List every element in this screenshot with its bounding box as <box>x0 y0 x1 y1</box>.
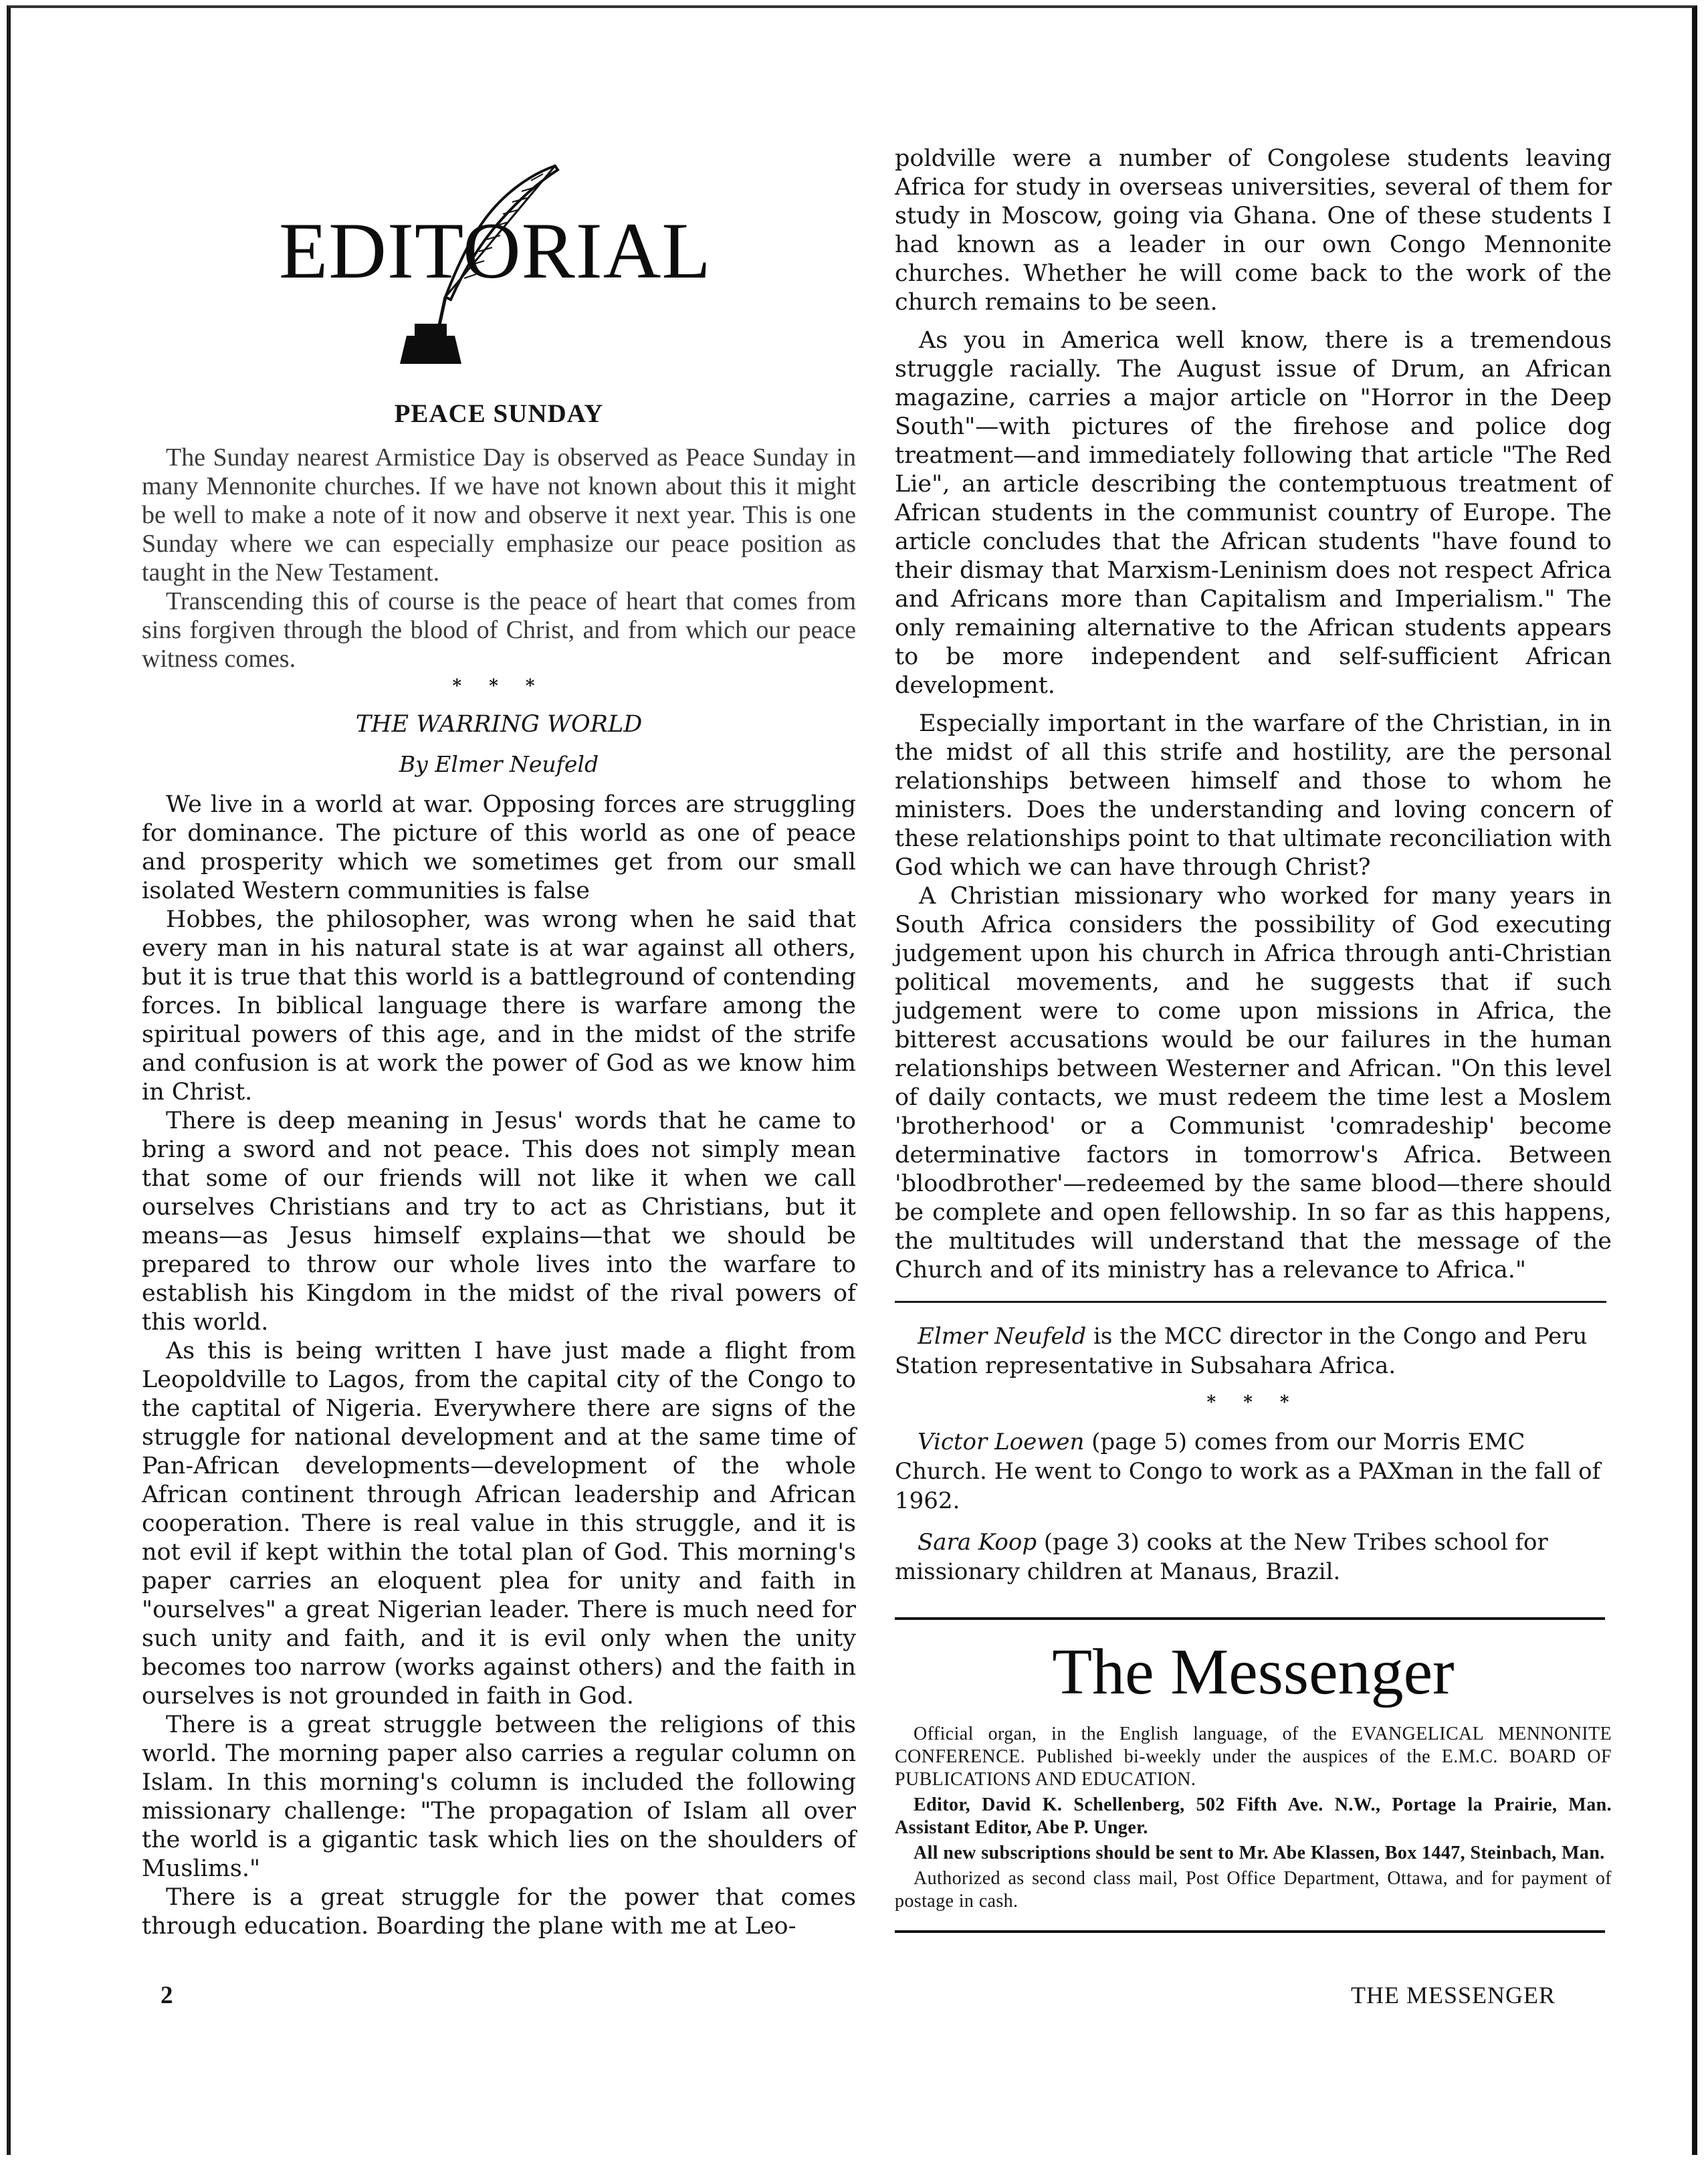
article-paragraph: There is a great struggle for the power that comes through education. Boarding the plane with me at Leo- <box>142 1884 856 1940</box>
masthead-title: The Messenger <box>1052 1636 1455 1708</box>
masthead-line: Editor, David K. Schellenberg, 502 Fifth Ave. N.W., Portage la Prairie, Man. Assistant Editor, Abe P. Unger. <box>895 1794 1612 1838</box>
article-paragraph: poldville were a number of Congolese students leaving Africa for study in overseas universities, several of them for study in Moscow, going via Ghana. One of these students I had known as a leader in our own Congo Mennonite churches. Whether he will come back to the work of the church remains to be seen. <box>895 145 1612 316</box>
contributor-note-neufeld <box>895 1322 1612 1380</box>
masthead-line: Authorized as second class mail, Post Office Department, Ottawa, and for payment of postage in cash. <box>895 1868 1612 1912</box>
contributor-note-koop <box>895 1528 1612 1586</box>
editorial-header <box>142 147 856 408</box>
article-paragraph: We live in a world at war. Opposing forces are struggling for dominance. The picture of this world as one of peace and prosperity which we sometimes get from our small isolated Western communities is false <box>142 791 856 904</box>
article-paragraph: As this is being written I have just made a flight from Leopoldville to Lagos, from the capital city of the Congo to the captital of Nigeria. Everywhere there are signs of the struggle for national development and at the same time of Pan-African developments—development of the whole African continent through African leadership and African cooperation. There is real value in this struggle, and it is not evil if kept within the total plan of God. This morning's paper carries an eloquent plea for unity and faith in "ourselves" a great Nigerian leader. There is much need for such unity and faith, and it is evil only when the unity becomes too narrow (works against others) and the faith in ourselves is not grounded in faith in God. <box>142 1338 856 1710</box>
contributor-text: is the MCC director in the Congo and Peru Station representative in Subsahara Africa. <box>895 1323 1588 1379</box>
article-paragraph: There is a great struggle between the religions of this world. The morning paper also carries a regular column on Islam. In this morning's column is included the following missionary challenge: "The propagation of Islam all over the world is a gigantic task which lies on the shoulders of Muslims." <box>142 1712 856 1882</box>
article-paragraph: Especially important in the warfare of the Christian, in in the midst of all this strife and hostility, are the personal relationships between himself and those to whom he ministers. Does the understanding and loving concern of these relationships point to that ultimate reconciliation with God which we can have through Christ? <box>895 710 1612 881</box>
right-column <box>895 144 1612 1933</box>
section-separator: * * * <box>452 676 546 696</box>
section-separator: * * * <box>1206 1393 1300 1413</box>
masthead-top-rule <box>895 1617 1605 1620</box>
contributor-text: (page 5) comes from our Morris EMC Church. He went to Congo to work as a PAXman in the fall of 1962. <box>895 1429 1601 1514</box>
warring-world-byline: By Elmer Neufeld <box>399 751 599 777</box>
footer-publication-title: THE MESSENGER <box>1351 1982 1556 2008</box>
left-column <box>142 147 856 1941</box>
peace-sunday-paragraph: The Sunday nearest Armistice Day is observed as Peace Sunday in many Mennonite churches. If we have not known about this it might be well to make a note of it now and observe it next year. This is one Sunday where we can especially emphasize our peace position as taught in the New Testament. <box>142 443 856 587</box>
page-number: 2 <box>161 1982 173 2009</box>
contributor-name: Victor Loewen <box>918 1429 1085 1455</box>
contributor-text: (page 3) cooks at the New Tribes school for missionary children at Manaus, Brazil. <box>895 1529 1548 1585</box>
masthead-line: All new subscriptions should be sent to Mr. Abe Klassen, Box 1447, Steinbach, Man. <box>914 1843 1605 1863</box>
editorial-title: EDITORIAL <box>279 206 712 295</box>
contributor-name: Elmer Neufeld <box>918 1323 1087 1350</box>
contributor-note-loewen <box>895 1427 1612 1516</box>
article-paragraph: There is deep meaning in Jesus' words that he came to bring a sword and not peace. This does not simply mean that some of our friends will not like it when we call ourselves Christians and try to act as Christians, but it means—as Jesus himself explains—that we should be prepared to throw our whole lives into the warfare to establish his Kingdom in the midst of the rival powers of this world. <box>142 1108 856 1336</box>
masthead-bottom-rule <box>895 1930 1605 1933</box>
article-paragraph: A Christian missionary who worked for many years in South Africa considers the possibility of God executing judgement upon his church in Africa through anti-Christian political movements, and he suggests that if such judgement were to come upon missions in Africa, the bitterest accusations would be our failures in the human relationships between Westerner and African. "On this level of daily contacts, we must redeem the time lest a Moslem 'brotherhood' or a Communist 'comradeship' become determinative factors in tomorrow's Africa. Between 'bloodbrother'—redeemed by the same blood—there should be complete and open fellowship. In so far as this happens, the multitudes will understand that the message of the Church and of its ministry has a relevance to Africa." <box>895 883 1612 1283</box>
peace-sunday-paragraph: Transcending this of course is the peace of heart that comes from sins forgiven through the blood of Christ, and from which our peace witness comes. <box>142 587 856 673</box>
divider <box>895 1301 1606 1303</box>
article-paragraph: As you in America well know, there is a tremendous struggle racially. The August issue of Drum, an African magazine, carries a major article on "Horror in the Deep South"—with pictures of the firehose and police dog treatment—and immediately following that article "The Red Lie", an article describing the contemptuous treatment of African students in the communist country of Europe. The article concludes that the African students "have found to their dismay that Marxism-Leninism does not respect Africa and Africans more than Capitalism and Imperialism." The only remaining alternative to the African students appears to be more independent and self-sufficient African development. <box>895 327 1612 699</box>
article-paragraph: Hobbes, the philosopher, was wrong when he said that every man in his natural state is at war against all others, but it is true that this world is a battleground of contending forces. In biblical language there is warfare among the spiritual powers of this age, and in the midst of the strife and confusion is at work the power of God as we know him in Christ. <box>142 906 856 1106</box>
masthead-line: Official organ, in the English language, of the EVANGELICAL MENNONITE CONFERENCE. Published bi-weekly under the auspices of the E.M.C. BOARD OF PUBLICATIONS AND EDUCATION. <box>895 1724 1612 1790</box>
warring-world-title: THE WARRING WORLD <box>355 711 643 738</box>
peace-sunday-heading: PEACE SUNDAY <box>394 399 604 428</box>
contributor-name: Sara Koop <box>918 1529 1037 1556</box>
